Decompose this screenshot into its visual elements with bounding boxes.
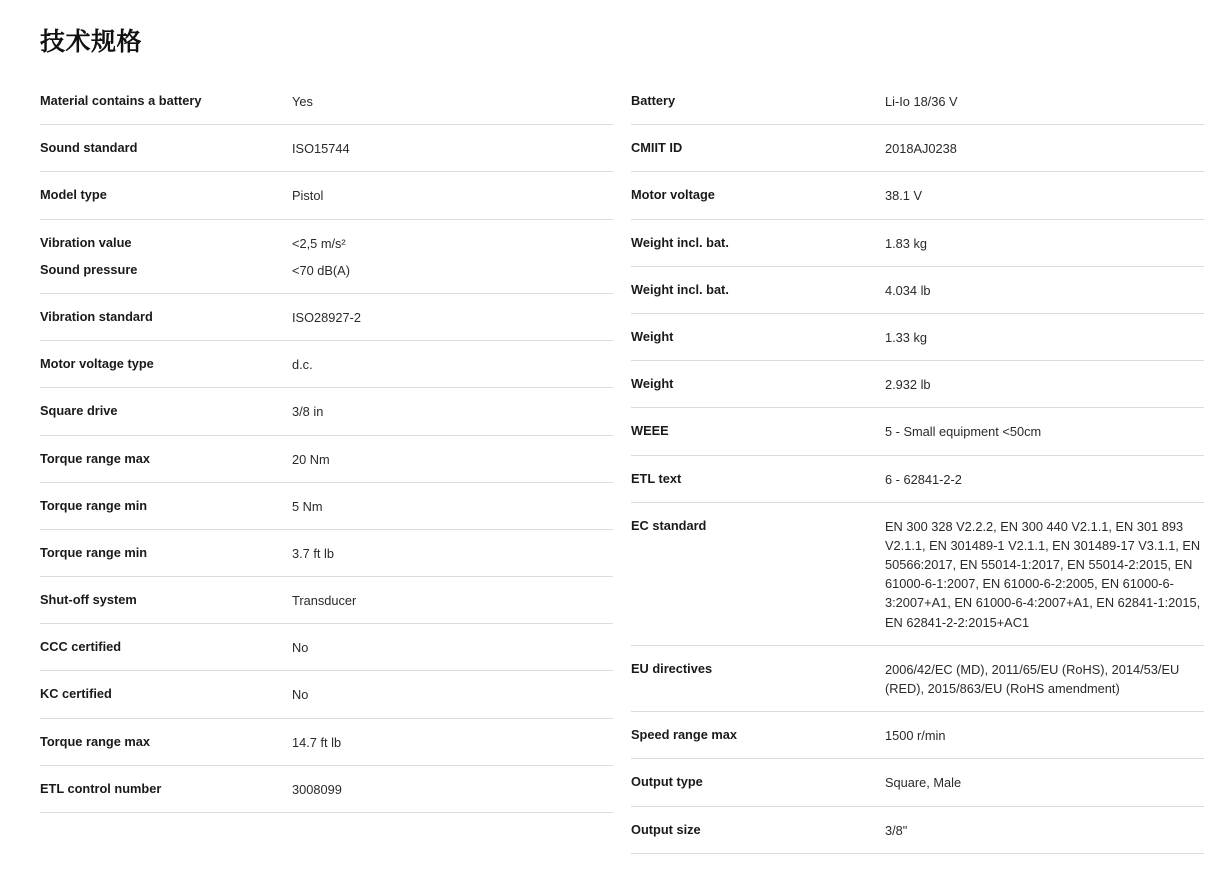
spec-value: <2,5 m/s² xyxy=(292,235,346,251)
spec-value: 3/8 in xyxy=(292,404,324,420)
spec-row xyxy=(40,483,613,530)
spec-label: ETL text xyxy=(631,470,682,486)
spec-row xyxy=(40,719,613,766)
spec-row xyxy=(631,807,1204,854)
spec-row xyxy=(631,78,1204,125)
spec-value: Square, Male xyxy=(885,775,962,791)
spec-label: Torque range max xyxy=(40,450,150,466)
spec-label: Torque range min xyxy=(40,544,148,560)
spec-row xyxy=(631,646,1204,712)
spec-label: Weight incl. bat. xyxy=(631,281,729,297)
spec-label: Material contains a battery xyxy=(40,93,202,108)
spec-label: Vibration value xyxy=(40,234,132,250)
spec-row xyxy=(40,530,613,577)
spec-row xyxy=(40,125,613,172)
spec-label: KC certified xyxy=(40,686,112,702)
spec-value: No xyxy=(292,687,309,703)
spec-value: 3/8" xyxy=(885,822,908,838)
spec-value: 3008099 xyxy=(292,781,342,797)
spec-label: Torque range min xyxy=(40,497,148,513)
spec-row xyxy=(631,172,1204,219)
spec-label: CMIIT ID xyxy=(631,140,683,156)
spec-label: Sound standard xyxy=(40,140,138,156)
spec-row xyxy=(40,220,613,255)
spec-label: EU directives xyxy=(631,660,713,676)
page-title: 技术规格 xyxy=(40,28,143,56)
spec-value: No xyxy=(292,640,309,656)
spec-label: Model type xyxy=(40,187,107,203)
spec-row xyxy=(40,671,613,718)
spec-label: EC standard xyxy=(631,517,707,533)
spec-row xyxy=(631,759,1204,806)
spec-value: 1.83 kg xyxy=(885,235,927,251)
spec-row xyxy=(631,314,1204,361)
spec-value: ISO28927-2 xyxy=(292,309,362,325)
spec-row xyxy=(631,125,1204,172)
spec-value: Transducer xyxy=(292,593,357,609)
spec-label: Vibration standard xyxy=(40,308,153,324)
specifications-columns xyxy=(0,78,1216,854)
spec-row xyxy=(631,361,1204,408)
spec-value: 4.034 lb xyxy=(885,282,931,298)
spec-row xyxy=(40,388,613,435)
spec-row xyxy=(40,341,613,388)
spec-value: d.c. xyxy=(292,357,313,373)
spec-row xyxy=(631,220,1204,267)
spec-value: 2018AJ0238 xyxy=(885,141,957,157)
spec-label: Weight xyxy=(631,376,674,392)
spec-row xyxy=(40,577,613,624)
spec-label: CCC certified xyxy=(40,639,122,655)
spec-value: 3.7 ft lb xyxy=(292,545,334,561)
spec-value: Yes xyxy=(292,94,313,109)
spec-row xyxy=(631,503,1204,646)
spec-label: Square drive xyxy=(40,403,118,419)
spec-row xyxy=(40,294,613,341)
spec-value: Pistol xyxy=(292,188,324,204)
spec-label: Battery xyxy=(631,93,676,108)
spec-value: 1500 r/min xyxy=(885,728,946,744)
spec-label: Sound pressure xyxy=(40,261,138,277)
spec-label: Output size xyxy=(631,821,701,837)
spec-value: 6 - 62841-2-2 xyxy=(885,471,962,487)
specifications-right-column xyxy=(631,78,1204,854)
spec-label: Weight xyxy=(631,328,674,344)
spec-row xyxy=(40,766,613,813)
spec-label: Output type xyxy=(631,774,703,790)
spec-value: <70 dB(A) xyxy=(292,262,350,278)
spec-label: Speed range max xyxy=(631,727,737,743)
spec-label: Motor voltage type xyxy=(40,356,154,372)
spec-label: Motor voltage xyxy=(631,187,715,203)
spec-value: 5 - Small equipment <50cm xyxy=(885,424,1042,440)
spec-label: Shut-off system xyxy=(40,592,137,608)
specifications-left-column xyxy=(40,78,613,854)
spec-value: 38.1 V xyxy=(885,188,922,204)
spec-label: WEEE xyxy=(631,423,669,439)
spec-row xyxy=(40,436,613,483)
spec-row xyxy=(40,172,613,219)
spec-value: ISO15744 xyxy=(292,141,350,157)
spec-value: 1.33 kg xyxy=(885,329,927,345)
spec-value: EN 300 328 V2.2.2, EN 300 440 V2.1.1, EN 301 893 V2.1.1, EN 301489-1 V2.1.1, EN 301489-17 V3.1.1, EN 50566:2017, EN 55014-1:2017, EN 55014-2:2015, EN 61000-6-1:2007, EN 61000-6-2:2005, EN 61000-6-3:2007+A1, EN 61000-6-4:2007+A1, EN 62841-1:2015, EN 62841-2-2:2015+AC1 xyxy=(885,518,1201,630)
spec-row xyxy=(631,712,1204,759)
spec-label: ETL control number xyxy=(40,780,162,796)
spec-value: 5 Nm xyxy=(292,498,323,514)
spec-row xyxy=(40,78,613,125)
spec-value: 2006/42/EC (MD), 2011/65/EU (RoHS), 2014/53/EU (RED), 2015/863/EU (RoHS amendment) xyxy=(885,661,1180,696)
spec-label: Weight incl. bat. xyxy=(631,234,729,250)
spec-value: 20 Nm xyxy=(292,451,330,467)
spec-row xyxy=(631,267,1204,314)
spec-row xyxy=(631,408,1204,455)
spec-value: 14.7 ft lb xyxy=(292,734,342,750)
spec-value: Li-Io 18/36 V xyxy=(885,94,958,109)
spec-row xyxy=(631,456,1204,503)
spec-row xyxy=(40,255,613,294)
spec-value: 2.932 lb xyxy=(885,377,931,393)
spec-row xyxy=(40,624,613,671)
spec-label: Torque range max xyxy=(40,733,150,749)
